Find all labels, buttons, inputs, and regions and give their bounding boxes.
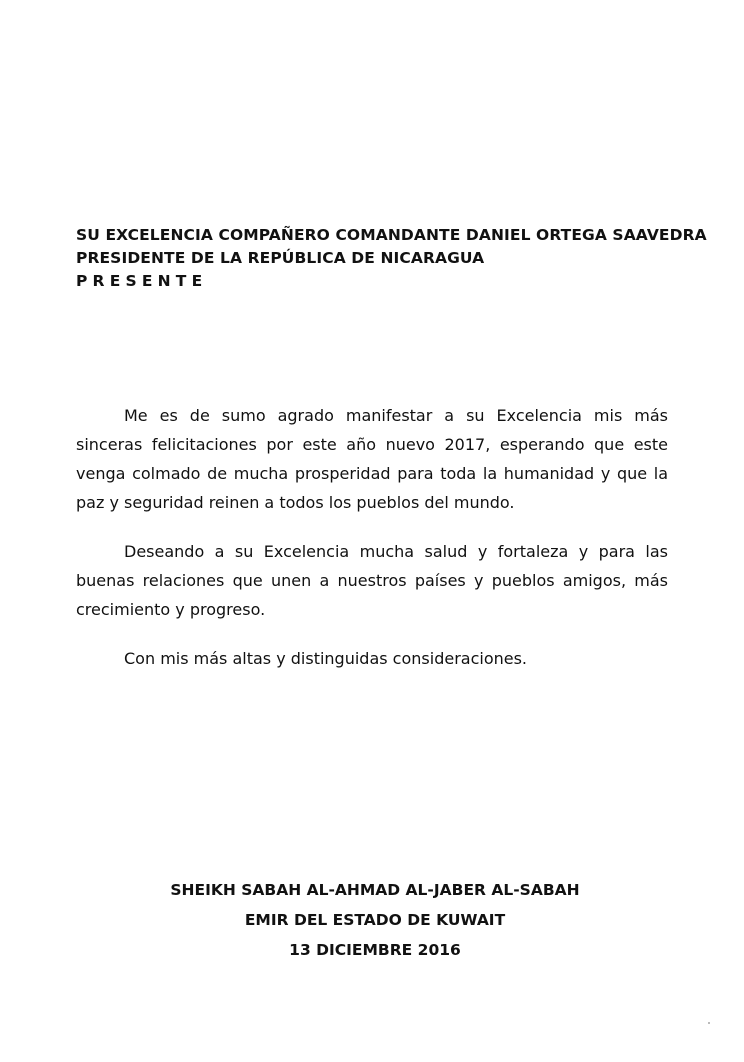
recipient-name-line: SU EXCELENCIA COMPAÑERO COMANDANTE DANIEL ORTEGA SAAVEDRA — [76, 226, 707, 244]
recipient-address-block — [76, 224, 707, 293]
signatory-name: SHEIKH SABAH AL-AHMAD AL-JABER AL-SABAH — [170, 881, 580, 899]
body-paragraph-closing: Con mis más altas y distinguidas consideraciones. — [124, 649, 528, 668]
signature-block — [120, 875, 630, 965]
letter-date: 13 DICIEMBRE 2016 — [289, 941, 461, 959]
signatory-title: EMIR DEL ESTADO DE KUWAIT — [244, 911, 506, 929]
body-paragraph-greeting: Me es de sumo agrado manifestar a su Excelencia mis más sinceras felicitaciones por este año nuevo 2017, esperando que este venga colmado de mucha prosperidad para toda la humanidad y que la paz y seguridad reinen a todos los pueblos del mundo. — [76, 406, 668, 512]
recipient-title-line: PRESIDENTE DE LA REPÚBLICA DE NICARAGUA — [76, 249, 485, 267]
scan-speck — [708, 1022, 710, 1024]
presente-line: PRESENTE — [76, 272, 208, 290]
body-paragraph-wishes: Deseando a su Excelencia mucha salud y fortaleza y para las buenas relaciones que unen a nuestros países y pueblos amigos, más crecimiento y progreso. — [76, 542, 668, 619]
letter-body — [76, 401, 668, 673]
